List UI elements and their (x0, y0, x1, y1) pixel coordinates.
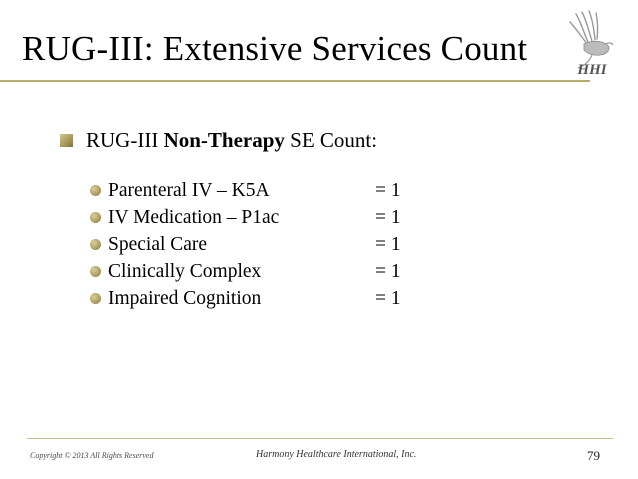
list-item (90, 204, 401, 231)
level1-bullet-item (60, 128, 377, 153)
footer-divider (27, 438, 613, 439)
heading-bold: Non-Therapy (163, 128, 285, 152)
item-value: = 1 (375, 233, 401, 255)
round-bullet-icon (90, 212, 101, 223)
list-item (90, 231, 401, 258)
footer-copyright: Copyright © 2013 All Rights Reserved (30, 451, 154, 460)
round-bullet-icon (90, 266, 101, 277)
heading-prefix: RUG-III (86, 128, 164, 152)
slide-title: RUG-III: Extensive Services Count (22, 29, 528, 68)
square-bullet-icon (60, 134, 73, 147)
round-bullet-icon (90, 185, 101, 196)
heading-suffix: SE Count: (284, 128, 378, 152)
services-list (90, 177, 401, 312)
item-label: Parenteral IV – K5A (108, 179, 270, 201)
title-divider (0, 80, 590, 82)
item-value: = 1 (375, 260, 401, 282)
item-label: Special Care (108, 233, 208, 255)
item-value: = 1 (375, 287, 401, 309)
list-item (90, 285, 401, 312)
footer-company: Harmony Healthcare International, Inc. (256, 449, 417, 460)
list-item (90, 177, 401, 204)
logo-lettering: HHI (577, 62, 607, 78)
item-value: = 1 (375, 206, 401, 228)
list-item (90, 258, 401, 285)
item-label: Impaired Cognition (108, 287, 262, 309)
item-label: Clinically Complex (108, 260, 262, 282)
item-label: IV Medication – P1ac (108, 206, 280, 228)
round-bullet-icon (90, 293, 101, 304)
dove-logo-icon (562, 8, 622, 84)
round-bullet-icon (90, 239, 101, 250)
item-value: = 1 (375, 179, 401, 201)
slide-number: 79 (587, 448, 600, 463)
